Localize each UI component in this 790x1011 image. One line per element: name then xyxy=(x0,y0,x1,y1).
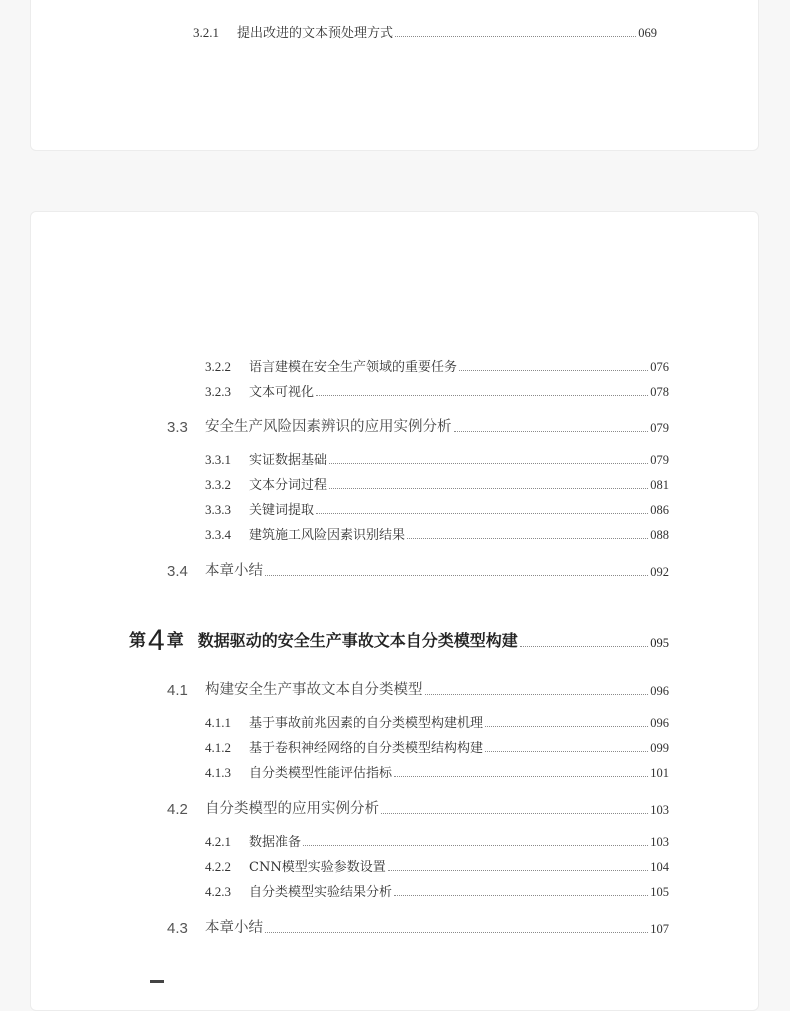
toc-entry-number: 4.1.1 xyxy=(205,715,231,730)
toc-entry-4-2-3 xyxy=(205,881,669,900)
chapter-number: 4 xyxy=(148,624,165,657)
chapter-suffix: 章 xyxy=(166,631,184,651)
toc-entry-4-1-2 xyxy=(205,737,669,756)
toc-entry-number: 4.2.1 xyxy=(205,834,231,849)
toc-entry-3-2-1 xyxy=(193,22,657,41)
dot-leader xyxy=(265,931,648,933)
toc-entry-number: 3.2.1 xyxy=(193,25,219,40)
dot-leader xyxy=(520,645,649,647)
toc-entry-title: 数据准备 xyxy=(249,835,302,850)
toc-entry-4-1-1 xyxy=(205,712,669,731)
dot-leader xyxy=(329,487,648,489)
toc-page-number: 076 xyxy=(650,360,669,374)
toc-section-title: 本章小结 xyxy=(205,563,263,579)
toc-page-previous xyxy=(30,0,759,151)
toc-page-number: 105 xyxy=(650,885,669,899)
toc-entry-number: 3.3.4 xyxy=(205,527,231,542)
toc-page-number: 081 xyxy=(650,478,669,492)
dot-leader xyxy=(485,725,648,727)
toc-page-number: 099 xyxy=(650,741,669,755)
toc-section-number: 4.1 xyxy=(167,682,188,699)
toc-section-title: 安全生产风险因素辨识的应用实例分析 xyxy=(205,419,452,435)
toc-entry-title: 建筑施工风险因素识别结果 xyxy=(249,528,406,543)
toc-entry-number: 4.2.3 xyxy=(205,884,231,899)
toc-section-title: 构建安全生产事故文本自分类模型 xyxy=(205,682,423,698)
toc-page-number: 079 xyxy=(650,421,669,435)
toc-entry-number: 3.3.1 xyxy=(205,452,231,467)
toc-entry-number: 3.2.2 xyxy=(205,359,231,374)
dot-leader xyxy=(381,812,648,814)
toc-entry-title: 实证数据基础 xyxy=(249,453,328,468)
dot-leader xyxy=(454,430,649,432)
toc-page-number: 078 xyxy=(650,385,669,399)
dot-leader xyxy=(388,869,649,871)
toc-section-3-4 xyxy=(167,559,669,580)
next-chapter-heading-fragment xyxy=(150,980,164,983)
toc-entry-3-3-4 xyxy=(205,524,669,543)
toc-page-number: 103 xyxy=(650,803,669,817)
toc-entry-4-2-1 xyxy=(205,831,669,850)
toc-page-number: 104 xyxy=(650,860,669,874)
dot-leader xyxy=(407,537,648,539)
toc-entry-title: CNN模型实验参数设置 xyxy=(249,860,386,875)
toc-chapter-4 xyxy=(129,624,669,657)
toc-entry-title: 文本分词过程 xyxy=(249,478,328,493)
toc-entry-3-3-2 xyxy=(205,474,669,493)
toc-page-number: 088 xyxy=(650,528,669,542)
dot-leader xyxy=(459,369,648,371)
toc-page-number: 079 xyxy=(650,453,669,467)
toc-section-title: 本章小结 xyxy=(205,920,263,936)
toc-section-number: 4.2 xyxy=(167,801,188,818)
toc-entry-title: 自分类模型性能评估指标 xyxy=(249,766,393,781)
dot-leader xyxy=(485,750,648,752)
toc-entry-number: 3.3.2 xyxy=(205,477,231,492)
dot-leader xyxy=(265,574,648,576)
toc-section-4-3 xyxy=(167,916,669,937)
toc-entry-number: 4.1.2 xyxy=(205,740,231,755)
toc-section-number: 3.4 xyxy=(167,563,188,580)
toc-section-title: 自分类模型的应用实例分析 xyxy=(205,801,379,817)
toc-entry-4-1-3 xyxy=(205,762,669,781)
dot-leader xyxy=(303,844,648,846)
toc-entry-3-3-3 xyxy=(205,499,669,518)
toc-entry-title: 自分类模型实验结果分析 xyxy=(249,885,393,900)
toc-entry-title: 关键词提取 xyxy=(249,503,315,518)
toc-page-number: 103 xyxy=(650,835,669,849)
toc-page-number: 096 xyxy=(650,684,669,698)
toc-entry-number: 3.2.3 xyxy=(205,384,231,399)
dot-leader xyxy=(316,512,648,514)
toc-page-number: 096 xyxy=(650,716,669,730)
chapter-prefix: 第 xyxy=(129,631,146,651)
dot-leader xyxy=(395,35,636,37)
toc-entry-number: 3.3.3 xyxy=(205,502,231,517)
toc-entry-4-2-2 xyxy=(205,856,669,875)
toc-page-number: 107 xyxy=(650,922,669,936)
toc-section-3-3 xyxy=(167,415,669,436)
toc-section-4-1 xyxy=(167,678,669,699)
toc-entry-title: 文本可视化 xyxy=(249,385,315,400)
toc-entry-title: 提出改进的文本预处理方式 xyxy=(237,26,394,41)
toc-entry-3-2-3 xyxy=(205,381,669,400)
toc-page-number: 101 xyxy=(650,766,669,780)
dot-leader xyxy=(316,394,648,396)
toc-page-number: 092 xyxy=(650,565,669,579)
toc-page-number: 086 xyxy=(650,503,669,517)
chapter-title: 数据驱动的安全生产事故文本自分类模型构建 xyxy=(197,631,518,650)
toc-entry-3-3-1 xyxy=(205,449,669,468)
dot-leader xyxy=(394,894,648,896)
toc-entry-number: 4.1.3 xyxy=(205,765,231,780)
toc-entry-title: 语言建模在安全生产领域的重要任务 xyxy=(249,360,458,375)
dot-leader xyxy=(425,693,649,695)
toc-page-current xyxy=(30,211,759,1011)
dot-leader xyxy=(329,462,648,464)
toc-entry-title: 基于卷积神经网络的自分类模型结构构建 xyxy=(249,741,484,756)
toc-page-number: 069 xyxy=(638,26,657,40)
toc-page-number: 095 xyxy=(650,636,669,650)
toc-section-number: 4.3 xyxy=(167,920,188,937)
dot-leader xyxy=(394,775,648,777)
toc-entry-number: 4.2.2 xyxy=(205,859,231,874)
toc-entry-3-2-2 xyxy=(205,356,669,375)
toc-entry-title: 基于事故前兆因素的自分类模型构建机理 xyxy=(249,716,484,731)
toc-section-4-2 xyxy=(167,797,669,818)
toc-section-number: 3.3 xyxy=(167,419,188,436)
